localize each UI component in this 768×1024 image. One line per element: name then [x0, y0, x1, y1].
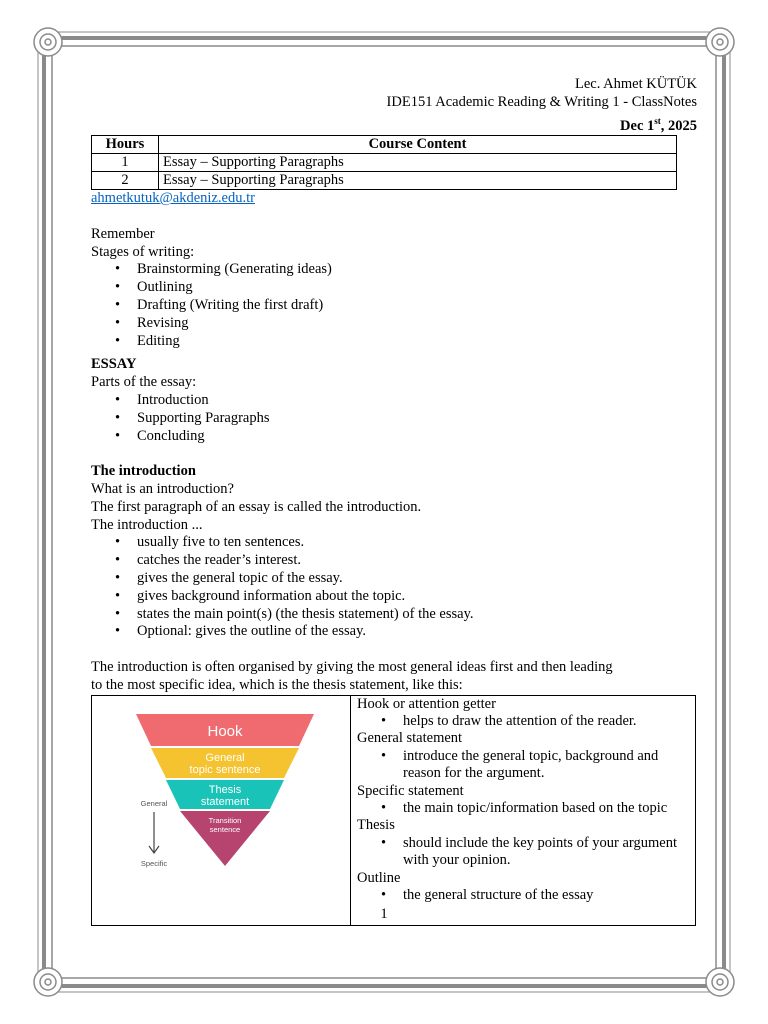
- list-item: • Brainstorming (Generating ideas): [137, 261, 697, 279]
- funnel-label-hook: Hook: [207, 722, 243, 740]
- list-item: • states the main point(s) (the thesis statement) of the essay.: [137, 606, 697, 624]
- remember-heading: Remember: [91, 225, 155, 242]
- funnel-diagram-cell: [92, 695, 351, 926]
- list-item: • gives the general topic of the essay.: [137, 570, 697, 588]
- axis-label-general: General: [140, 798, 168, 808]
- list-item: • usually five to ten sentences.: [137, 534, 697, 552]
- content-cell: Essay – Supporting Paragraphs: [159, 172, 677, 190]
- introduction-structure-table: [91, 695, 696, 927]
- funnel-label-general-2: topic sentence: [189, 763, 261, 776]
- paragraph-line: to the most specific idea, which is the thesis statement, like this:: [91, 676, 463, 693]
- list-item: • Concluding: [137, 428, 697, 446]
- axis-label-specific: Specific: [140, 858, 168, 868]
- structure-title: General statement: [357, 730, 463, 747]
- content-cell: Essay – Supporting Paragraphs: [159, 154, 677, 172]
- structure-title: Outline: [357, 869, 401, 886]
- introduction-question: What is an introduction?: [91, 480, 234, 497]
- schedule-table: [91, 135, 677, 190]
- list-item: • the general structure of the essay: [403, 887, 689, 904]
- hour-cell: 2: [92, 172, 159, 190]
- course-title: IDE151 Academic Reading & Writing 1 - ClassNotes: [386, 93, 697, 110]
- list-item: • the main topic/information based on the topic: [403, 800, 689, 817]
- column-header-content: Course Content: [159, 136, 677, 154]
- list-item: • Optional: gives the outline of the essay.: [137, 623, 697, 641]
- funnel-label-general-1: General: [205, 751, 245, 764]
- essay-heading: ESSAY: [91, 356, 137, 373]
- table-row: [92, 172, 677, 190]
- list-item: • Introduction: [137, 392, 697, 410]
- list-item: • Outlining: [137, 279, 697, 297]
- structure-title: Specific statement: [357, 782, 464, 799]
- introduction-list: [91, 534, 697, 641]
- hour-cell: 1: [92, 154, 159, 172]
- essay-parts-list: [91, 392, 697, 445]
- lecturer-name: Lec. Ahmet KÜTÜK: [574, 76, 697, 92]
- email-link[interactable]: ahmetkutuk@akdeniz.edu.tr: [91, 190, 255, 207]
- list-item: • helps to draw the attention of the reader.: [403, 713, 689, 730]
- stages-intro: Stages of writing:: [91, 243, 195, 260]
- table-row: [92, 154, 677, 172]
- structure-title: Hook or attention getter: [357, 695, 496, 712]
- list-item: • introduce the general topic, background and reason for the argument.: [403, 748, 689, 783]
- funnel-label-thesis-1: Thesis: [208, 783, 242, 796]
- document-body: [91, 76, 697, 926]
- document-date: Dec 1st, 2025: [620, 115, 697, 134]
- funnel-label-thesis-2: statement: [200, 795, 250, 808]
- list-item: • Supporting Paragraphs: [137, 410, 697, 428]
- page-number: 1: [380, 906, 388, 922]
- essay-intro: Parts of the essay:: [91, 374, 197, 391]
- structure-title: Thesis: [357, 817, 395, 834]
- funnel-label-transition-2: sentence: [209, 824, 241, 834]
- funnel-label-transition-1: Transition: [208, 815, 242, 825]
- stages-list: [91, 261, 697, 350]
- paragraph-line: The introduction is often organised by giving the most general ideas first and then leading: [91, 658, 613, 675]
- organisation-paragraph: [91, 659, 697, 695]
- list-item: • Revising: [137, 315, 697, 333]
- list-item: • gives background information about the topic.: [137, 588, 697, 606]
- schedule-header-row: [92, 136, 677, 154]
- list-item: • catches the reader’s interest.: [137, 552, 697, 570]
- list-item: • should include the key points of your argument with your opinion.: [403, 835, 689, 870]
- list-item: • Drafting (Writing the first draft): [137, 297, 697, 315]
- list-item: • Editing: [137, 333, 697, 351]
- structure-descriptions-cell: [351, 695, 696, 926]
- column-header-hours: Hours: [92, 136, 159, 154]
- introduction-heading: The introduction: [91, 463, 196, 480]
- introduction-lead: The introduction ...: [91, 516, 203, 533]
- document-header: [91, 76, 697, 135]
- introduction-definition: The first paragraph of an essay is called the introduction.: [91, 498, 422, 515]
- funnel-diagram: [92, 696, 350, 920]
